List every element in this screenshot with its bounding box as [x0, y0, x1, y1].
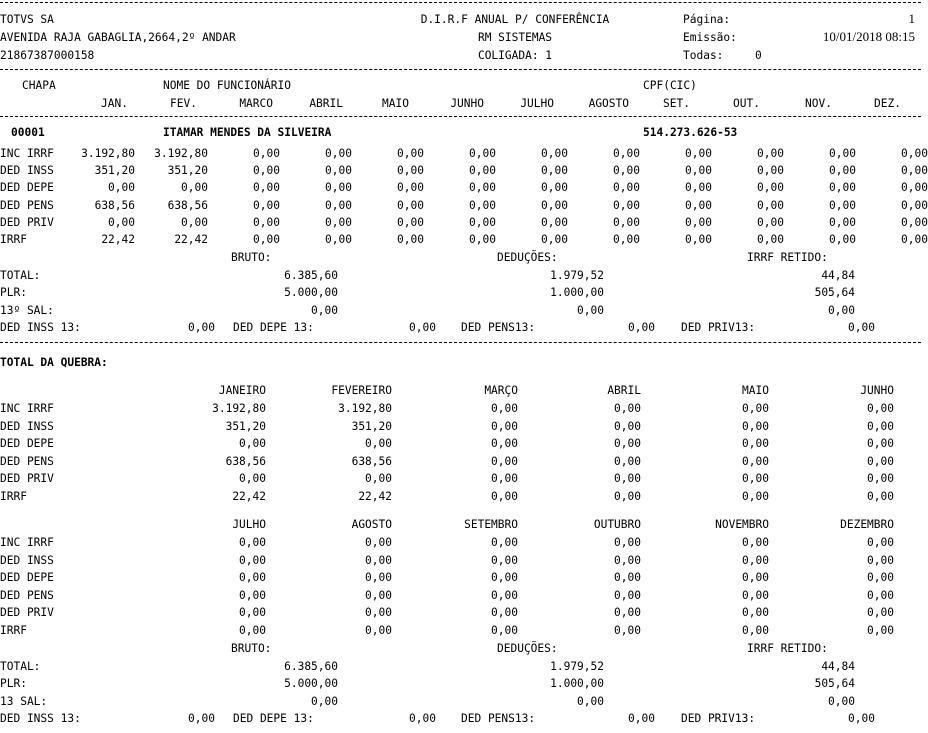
company-address: AVENIDA RAJA GABAGLIA,2664,2º ANDAR: [0, 31, 236, 44]
summary-value: 505,64: [814, 677, 855, 690]
employee-divider: [0, 342, 921, 343]
table-cell: 0,00: [491, 419, 518, 433]
table-cell: 351,20: [225, 419, 266, 433]
bruto-label: BRUTO:: [231, 251, 272, 264]
table-cell: 0,00: [397, 198, 424, 212]
table-cell: 0,00: [469, 181, 496, 195]
table-cell: 0,00: [253, 147, 280, 160]
table-cell: 0,00: [469, 147, 496, 160]
top-divider: [0, 2, 921, 3]
summary-value: 1.979,52: [550, 659, 604, 673]
emission-datetime: 10/01/2018 08:15: [822, 29, 915, 44]
table-cell: 0,00: [541, 215, 568, 229]
summary-value: 5.000,00: [284, 286, 338, 299]
table-cell: 0,00: [742, 437, 769, 451]
table-cell: 0,00: [757, 181, 784, 195]
table-cell: 0,00: [614, 490, 641, 503]
summary-value: 0,00: [828, 694, 855, 708]
ded13-value: 0,00: [848, 712, 875, 725]
table-cell: 0,00: [614, 437, 641, 451]
summary-label: PLR:: [0, 677, 27, 690]
page-label: Página:: [683, 13, 731, 26]
row-label: DED PENS: [0, 454, 54, 468]
table-cell: 0,00: [397, 147, 424, 160]
table-cell: 0,00: [614, 402, 641, 415]
table-cell: 0,00: [901, 181, 928, 195]
table-cell: 0,00: [742, 571, 769, 585]
table-cell: 0,00: [867, 571, 894, 585]
table-cell: 0,00: [108, 181, 135, 195]
table-cell: 0,00: [491, 606, 518, 620]
month-header: ABRIL: [309, 97, 343, 110]
table-cell: 0,00: [613, 181, 640, 195]
row-label: IRRF: [0, 624, 27, 637]
month-header: AGOSTO: [588, 97, 629, 110]
company-name: TOTVS SA: [0, 13, 54, 26]
table-cell: 0,00: [685, 215, 712, 229]
summary-value: 1.000,00: [550, 286, 604, 299]
table-cell: 0,00: [365, 624, 392, 637]
month-header: NOV.: [805, 97, 832, 110]
table-cell: 0,00: [325, 233, 352, 246]
month-header: AGOSTO: [351, 518, 392, 531]
month-header: SETEMBRO: [464, 518, 518, 531]
table-cell: 0,00: [365, 588, 392, 602]
table-cell: 638,56: [94, 198, 135, 212]
table-cell: 0,00: [829, 181, 856, 195]
employee-name: ITAMAR MENDES DA SILVEIRA: [163, 126, 332, 139]
table-cell: 0,00: [867, 553, 894, 567]
table-cell: 0,00: [239, 536, 266, 549]
table-cell: 0,00: [239, 571, 266, 585]
row-label: DED DEPE: [0, 571, 54, 585]
table-cell: 0,00: [742, 419, 769, 433]
table-cell: 0,00: [867, 454, 894, 468]
table-cell: 0,00: [613, 233, 640, 246]
employee-chapa: 00001: [11, 126, 45, 139]
quebra-title: TOTAL DA QUEBRA:: [0, 356, 108, 369]
summary-value: 6.385,60: [284, 268, 338, 282]
table-cell: 0,00: [541, 147, 568, 160]
table-cell: 0,00: [613, 164, 640, 178]
row-label: DED INSS: [0, 553, 54, 567]
table-cell: 0,00: [325, 181, 352, 195]
table-cell: 0,00: [901, 233, 928, 246]
column-nome: NOME DO FUNCIONÁRIO: [163, 79, 291, 92]
table-cell: 0,00: [253, 181, 280, 195]
table-cell: 0,00: [829, 233, 856, 246]
month-header: JANEIRO: [218, 384, 266, 397]
month-header: MAIO: [742, 384, 769, 397]
summary-value: 6.385,60: [284, 659, 338, 673]
table-cell: 0,00: [541, 181, 568, 195]
table-cell: 0,00: [469, 215, 496, 229]
row-label: DED PENS: [0, 198, 54, 212]
table-cell: 351,20: [351, 419, 392, 433]
table-cell: 0,00: [491, 490, 518, 503]
row-label: DED DEPE: [0, 437, 54, 451]
ded13-label: DED DEPE 13:: [233, 712, 314, 725]
report-system: RM SISTEMAS: [477, 31, 553, 44]
table-cell: 0,00: [867, 402, 894, 415]
table-cell: 0,00: [325, 164, 352, 178]
summary-label: 13 SAL:: [0, 694, 48, 708]
summary-label: TOTAL:: [0, 659, 41, 673]
table-cell: 0,00: [365, 437, 392, 451]
summary-value: 0,00: [311, 303, 338, 317]
table-cell: 0,00: [614, 571, 641, 585]
table-cell: 0,00: [742, 472, 769, 486]
table-cell: 0,00: [253, 215, 280, 229]
table-cell: 0,00: [491, 553, 518, 567]
ded13-label: DED INSS 13:: [0, 712, 81, 725]
table-cell: 0,00: [397, 233, 424, 246]
table-cell: 0,00: [181, 215, 208, 229]
month-header: OUT.: [733, 97, 760, 110]
table-cell: 0,00: [614, 553, 641, 567]
table-cell: 0,00: [253, 198, 280, 212]
summary-value: 1.979,52: [550, 268, 604, 282]
table-cell: 0,00: [867, 536, 894, 549]
ded13-label: DED DEPE 13:: [233, 321, 314, 334]
table-cell: 0,00: [239, 553, 266, 567]
table-cell: 0,00: [491, 454, 518, 468]
month-header: JUNHO: [450, 97, 484, 110]
ded13-label: DED PENS13:: [461, 321, 536, 334]
row-label: DED PRIV: [0, 215, 54, 229]
table-cell: 0,00: [397, 215, 424, 229]
summary-value: 0,00: [577, 694, 604, 708]
row-label: DED DEPE: [0, 181, 54, 195]
table-cell: 0,00: [742, 454, 769, 468]
summary-value: 0,00: [311, 694, 338, 708]
table-cell: 0,00: [239, 624, 266, 637]
table-cell: 3.192,80: [338, 402, 392, 415]
month-header: ABRIL: [607, 384, 641, 397]
page-number: 1: [908, 11, 915, 26]
table-cell: 0,00: [867, 588, 894, 602]
summary-value: 5.000,00: [284, 677, 338, 690]
table-cell: 0,00: [491, 624, 518, 637]
columns-divider: [0, 116, 921, 117]
table-cell: 0,00: [757, 215, 784, 229]
table-cell: 0,00: [867, 606, 894, 620]
table-cell: 0,00: [469, 164, 496, 178]
table-cell: 0,00: [253, 233, 280, 246]
row-label: DED PRIV: [0, 606, 54, 620]
table-cell: 0,00: [685, 164, 712, 178]
ded13-value: 0,00: [628, 321, 655, 334]
summary-value: 0,00: [577, 303, 604, 317]
summary-label: TOTAL:: [0, 268, 41, 282]
month-header: JULHO: [232, 518, 266, 531]
table-cell: 0,00: [239, 437, 266, 451]
todas-value: 0: [755, 49, 762, 62]
month-header: FEVEREIRO: [331, 384, 392, 397]
irrf-retido-label: IRRF RETIDO:: [747, 251, 828, 264]
table-cell: 0,00: [901, 215, 928, 229]
table-cell: 0,00: [614, 419, 641, 433]
month-header: MARÇO: [484, 384, 518, 397]
table-cell: 0,00: [365, 553, 392, 567]
ded13-value: 0,00: [188, 321, 215, 334]
ded13-value: 0,00: [848, 321, 875, 334]
table-cell: 22,42: [232, 490, 266, 503]
table-cell: 0,00: [541, 164, 568, 178]
table-cell: 0,00: [742, 606, 769, 620]
month-header: JULHO: [520, 97, 554, 110]
table-cell: 638,56: [351, 454, 392, 468]
month-header: OUTUBRO: [593, 518, 641, 531]
company-cnpj: 21867387000158: [0, 49, 95, 62]
table-cell: 0,00: [829, 164, 856, 178]
table-cell: 22,42: [101, 233, 135, 246]
table-cell: 0,00: [867, 419, 894, 433]
table-cell: 3.192,80: [212, 402, 266, 415]
ded13-label: DED PRIV13:: [681, 712, 756, 725]
table-cell: 0,00: [614, 624, 641, 637]
column-chapa: CHAPA: [22, 79, 56, 92]
table-cell: 0,00: [742, 402, 769, 415]
ded13-label: DED PRIV13:: [681, 321, 756, 334]
month-header: DEZ.: [874, 97, 901, 110]
table-cell: 0,00: [613, 215, 640, 229]
table-cell: 0,00: [325, 147, 352, 160]
ded13-value: 0,00: [628, 712, 655, 725]
table-cell: 0,00: [325, 215, 352, 229]
todas-label: Todas:: [683, 49, 724, 62]
table-cell: 0,00: [541, 198, 568, 212]
table-cell: 0,00: [867, 624, 894, 637]
summary-value: 44,84: [821, 659, 855, 673]
summary-label: 13º SAL:: [0, 303, 54, 317]
table-cell: 0,00: [614, 536, 641, 549]
table-cell: 0,00: [829, 215, 856, 229]
table-cell: 0,00: [614, 454, 641, 468]
table-cell: 351,20: [94, 164, 135, 178]
month-header: DEZEMBRO: [840, 518, 894, 531]
month-header: SET.: [663, 97, 690, 110]
table-cell: 0,00: [613, 198, 640, 212]
row-label: DED INSS: [0, 164, 54, 178]
table-cell: 0,00: [867, 437, 894, 451]
table-cell: 0,00: [541, 233, 568, 246]
table-cell: 0,00: [325, 198, 352, 212]
table-cell: 0,00: [742, 588, 769, 602]
row-label: INC IRRF: [0, 536, 54, 549]
table-cell: 638,56: [225, 454, 266, 468]
header-divider: [0, 69, 921, 70]
table-cell: 3.192,80: [154, 147, 208, 160]
table-cell: 0,00: [742, 553, 769, 567]
table-cell: 0,00: [469, 233, 496, 246]
deducoes-label: DEDUÇÕES:: [497, 642, 558, 655]
month-header: JUNHO: [860, 384, 894, 397]
row-label: INC IRRF: [0, 147, 54, 160]
table-cell: 0,00: [901, 164, 928, 178]
row-label: DED PENS: [0, 588, 54, 602]
table-cell: 0,00: [365, 571, 392, 585]
summary-value: 44,84: [821, 268, 855, 282]
row-label: IRRF: [0, 490, 27, 503]
table-cell: 0,00: [757, 147, 784, 160]
table-cell: 0,00: [365, 472, 392, 486]
deducoes-label: DEDUÇÕES:: [497, 251, 558, 264]
summary-label: PLR:: [0, 286, 27, 299]
table-cell: 0,00: [397, 181, 424, 195]
table-cell: 0,00: [253, 164, 280, 178]
table-cell: 0,00: [614, 606, 641, 620]
table-cell: 0,00: [239, 606, 266, 620]
irrf-retido-label: IRRF RETIDO:: [747, 642, 828, 655]
table-cell: 0,00: [757, 198, 784, 212]
month-header: JAN.: [101, 97, 128, 110]
table-cell: 0,00: [742, 490, 769, 503]
table-cell: 0,00: [614, 472, 641, 486]
table-cell: 0,00: [613, 147, 640, 160]
table-cell: 0,00: [469, 198, 496, 212]
table-cell: 0,00: [239, 588, 266, 602]
month-header: MAIO: [382, 97, 409, 110]
table-cell: 22,42: [358, 490, 392, 503]
table-cell: 22,42: [174, 233, 208, 246]
bruto-label: BRUTO:: [231, 642, 272, 655]
row-label: IRRF: [0, 233, 27, 246]
summary-value: 505,64: [814, 286, 855, 299]
table-cell: 0,00: [365, 536, 392, 549]
ded13-value: 0,00: [409, 321, 436, 334]
table-cell: 0,00: [685, 233, 712, 246]
table-cell: 0,00: [901, 147, 928, 160]
table-cell: 0,00: [757, 233, 784, 246]
ded13-label: DED INSS 13:: [0, 321, 81, 334]
table-cell: 0,00: [491, 472, 518, 486]
table-cell: 0,00: [685, 198, 712, 212]
month-header: NOVEMBRO: [715, 518, 769, 531]
table-cell: 0,00: [491, 536, 518, 549]
emission-label: Emissão:: [683, 31, 737, 44]
table-cell: 0,00: [614, 588, 641, 602]
table-cell: 0,00: [685, 181, 712, 195]
table-cell: 0,00: [181, 181, 208, 195]
table-cell: 0,00: [867, 472, 894, 486]
table-cell: 351,20: [167, 164, 208, 178]
summary-value: 0,00: [828, 303, 855, 317]
table-cell: 638,56: [167, 198, 208, 212]
table-cell: 0,00: [491, 402, 518, 415]
table-cell: 0,00: [491, 571, 518, 585]
table-cell: 0,00: [239, 472, 266, 486]
table-cell: 0,00: [108, 215, 135, 229]
table-cell: 0,00: [829, 198, 856, 212]
table-cell: 3.192,80: [81, 147, 135, 160]
row-label: INC IRRF: [0, 402, 54, 415]
row-label: DED INSS: [0, 419, 54, 433]
table-cell: 0,00: [757, 164, 784, 178]
table-cell: 0,00: [867, 490, 894, 503]
ded13-label: DED PENS13:: [461, 712, 536, 725]
table-cell: 0,00: [901, 198, 928, 212]
table-cell: 0,00: [491, 588, 518, 602]
employee-cpf: 514.273.626-53: [643, 126, 738, 139]
month-header: FEV.: [170, 97, 197, 110]
table-cell: 0,00: [491, 437, 518, 451]
table-cell: 0,00: [397, 164, 424, 178]
table-cell: 0,00: [685, 147, 712, 160]
table-cell: 0,00: [742, 624, 769, 637]
table-cell: 0,00: [742, 536, 769, 549]
table-cell: 0,00: [365, 606, 392, 620]
summary-value: 1.000,00: [550, 677, 604, 690]
ded13-value: 0,00: [409, 712, 436, 725]
row-label: DED PRIV: [0, 472, 54, 486]
report-title: D.I.R.F ANUAL P/ CONFERÊNCIA: [420, 13, 610, 26]
month-header: MARCO: [239, 97, 273, 110]
table-cell: 0,00: [829, 147, 856, 160]
report-coligada: COLIGADA: 1: [477, 49, 553, 62]
column-cpf: CPF(CIC): [643, 79, 697, 92]
ded13-value: 0,00: [188, 712, 215, 725]
